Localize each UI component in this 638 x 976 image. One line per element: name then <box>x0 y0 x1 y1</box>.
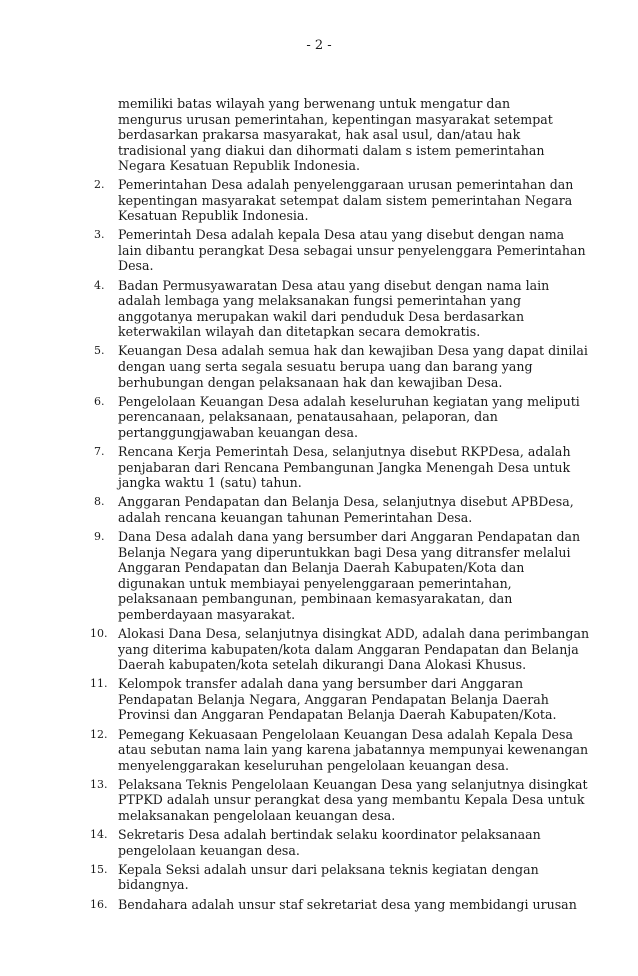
list-item <box>94 277 590 340</box>
item-text: Pengelolaan Keuangan Desa adalah keseluruhan kegiatan yang meliputi perencanaan, pelaksanaan, penatausahaan, pelaporan, dan pertanggungjawaban keuangan desa. <box>118 393 580 440</box>
list-item <box>90 861 590 893</box>
list-item <box>94 227 590 274</box>
item-text: Pemerintah Desa adalah kepala Desa atau yang disebut dengan nama lain dibantu perangkat Desa sebagai unsur penyelenggara Pemerintahan Desa. <box>118 227 586 274</box>
item-number: 11. <box>90 677 108 691</box>
item-number: 5. <box>94 344 105 358</box>
item-number: 3. <box>94 228 105 242</box>
item-text: Pemerintahan Desa adalah penyelenggaraan urusan pemerintahan dan kepentingan masyarakat setempat dalam sistem pemerintahan Negara Kesatuan Republik Indonesia. <box>118 176 574 224</box>
item-number: 13. <box>90 777 108 791</box>
list-item <box>90 726 590 774</box>
item-text: Kepala Seksi adalah unsur dari pelaksana teknis kegiatan dengan bidangnya. <box>118 861 539 893</box>
item-text: Badan Permusyawaratan Desa atau yang disebut dengan nama lain adalah lembaga yang melaksanakan fungsi pemerintahan yang anggotanya merupakan wakil dari penduduk Desa berdasarkan keterwakilan wilayah dan ditetapkan secara demokratis. <box>118 277 550 340</box>
list-item <box>90 626 590 673</box>
list-item <box>90 896 590 913</box>
page-number: - 2 - <box>306 38 332 53</box>
item-text: Sekretaris Desa adalah bertindak selaku koordinator pelaksanaan pengelolaan keuangan desa. <box>118 827 541 858</box>
item-number: 10. <box>90 627 108 640</box>
item-number: 16. <box>90 897 108 911</box>
item-number: 2. <box>94 177 105 191</box>
item-text: Pemegang Kekuasaan Pengelolaan Keuangan Desa adalah Kepala Desa atau sebutan nama lain yang karena jabatannya mempunyai kewenangan menyelenggarakan keseluruhan pengelolaan keuangan desa. <box>118 726 589 773</box>
item-text: Anggaran Pendapatan dan Belanja Desa, selanjutnya disebut APBDesa, adalah rencana keuangan tahunan Pemerintahan Desa. <box>118 494 574 525</box>
list-item <box>94 393 590 441</box>
item-number: 12. <box>90 727 108 741</box>
list-item <box>90 776 590 824</box>
item-number: 7. <box>94 444 105 458</box>
item-number: 8. <box>94 495 105 509</box>
list-item <box>94 176 590 224</box>
item-text: Dana Desa adalah dana yang bersumber dari Anggaran Pendapatan dan Belanja Negara yang diperuntukkan bagi Desa yang ditransfer melalui Anggaran Pendapatan dan Belanja Daerah Kabupaten/Kota dan digunakan untuk membiayai penyelenggaraan pemerintahan, pelaksanaan pembangunan, pembinaan kemasyarakatan, dan pemberdayaan masyarakat. <box>118 528 581 622</box>
list-item <box>94 443 590 491</box>
item-number: 6. <box>94 394 105 408</box>
item-text: Bendahara adalah unsur staf sekretariat desa yang membidangi urusan <box>118 896 577 912</box>
list-item <box>94 343 590 390</box>
item-number: 9. <box>94 529 105 543</box>
list-item <box>90 827 590 858</box>
item-text: Rencana Kerja Pemerintah Desa, selanjutnya disebut RKPDesa, adalah penjabaran dari Rencana Pembangunan Jangka Menengah Desa untuk jangka waktu 1 (satu) tahun. <box>118 443 571 491</box>
lead-paragraph: memiliki batas wilayah yang berwenang untuk mengatur dan mengurus urusan pemerintahan, kepentingan masyarakat setempat berdasarkan prakarsa masyarakat, hak asal usul, dan/atau hak tradisional yang diakui dan dihormati dalam s istem pemerintahan Negara Kesatuan Republik Indonesia. <box>118 96 553 174</box>
list-item <box>94 494 590 525</box>
item-text: Keuangan Desa adalah semua hak dan kewajiban Desa yang dapat dinilai dengan uang serta segala sesuatu berupa uang dan barang yang berhubungan dengan pelaksanaan hak dan kewajiban Desa. <box>118 343 588 390</box>
list-item <box>94 528 590 623</box>
list-item <box>90 676 590 723</box>
document-body <box>0 96 638 916</box>
item-text: Pelaksana Teknis Pengelolaan Keuangan Desa yang selanjutnya disingkat PTPKD adalah unsur perangkat desa yang membantu Kepala Desa untuk melaksanakan pengelolaan keuangan desa. <box>118 776 588 824</box>
item-number: 4. <box>94 278 105 292</box>
item-text: Kelompok transfer adalah dana yang bersumber dari Anggaran Pendapatan Belanja Negara, Anggaran Pendapatan Belanja Daerah Provinsi dan Anggaran Pendapatan Belanja Daerah Kabupaten/Kota. <box>118 676 557 723</box>
item-number: 15. <box>90 862 108 876</box>
item-number: 14. <box>90 828 108 842</box>
item-text: Alokasi Dana Desa, selanjutnya disingkat ADD, adalah dana perimbangan yang diterima kabupaten/kota dalam Anggaran Pendapatan dan Belanja Daerah kabupaten/kota setelah dikurangi Dana Alokasi Khusus. <box>118 626 590 673</box>
